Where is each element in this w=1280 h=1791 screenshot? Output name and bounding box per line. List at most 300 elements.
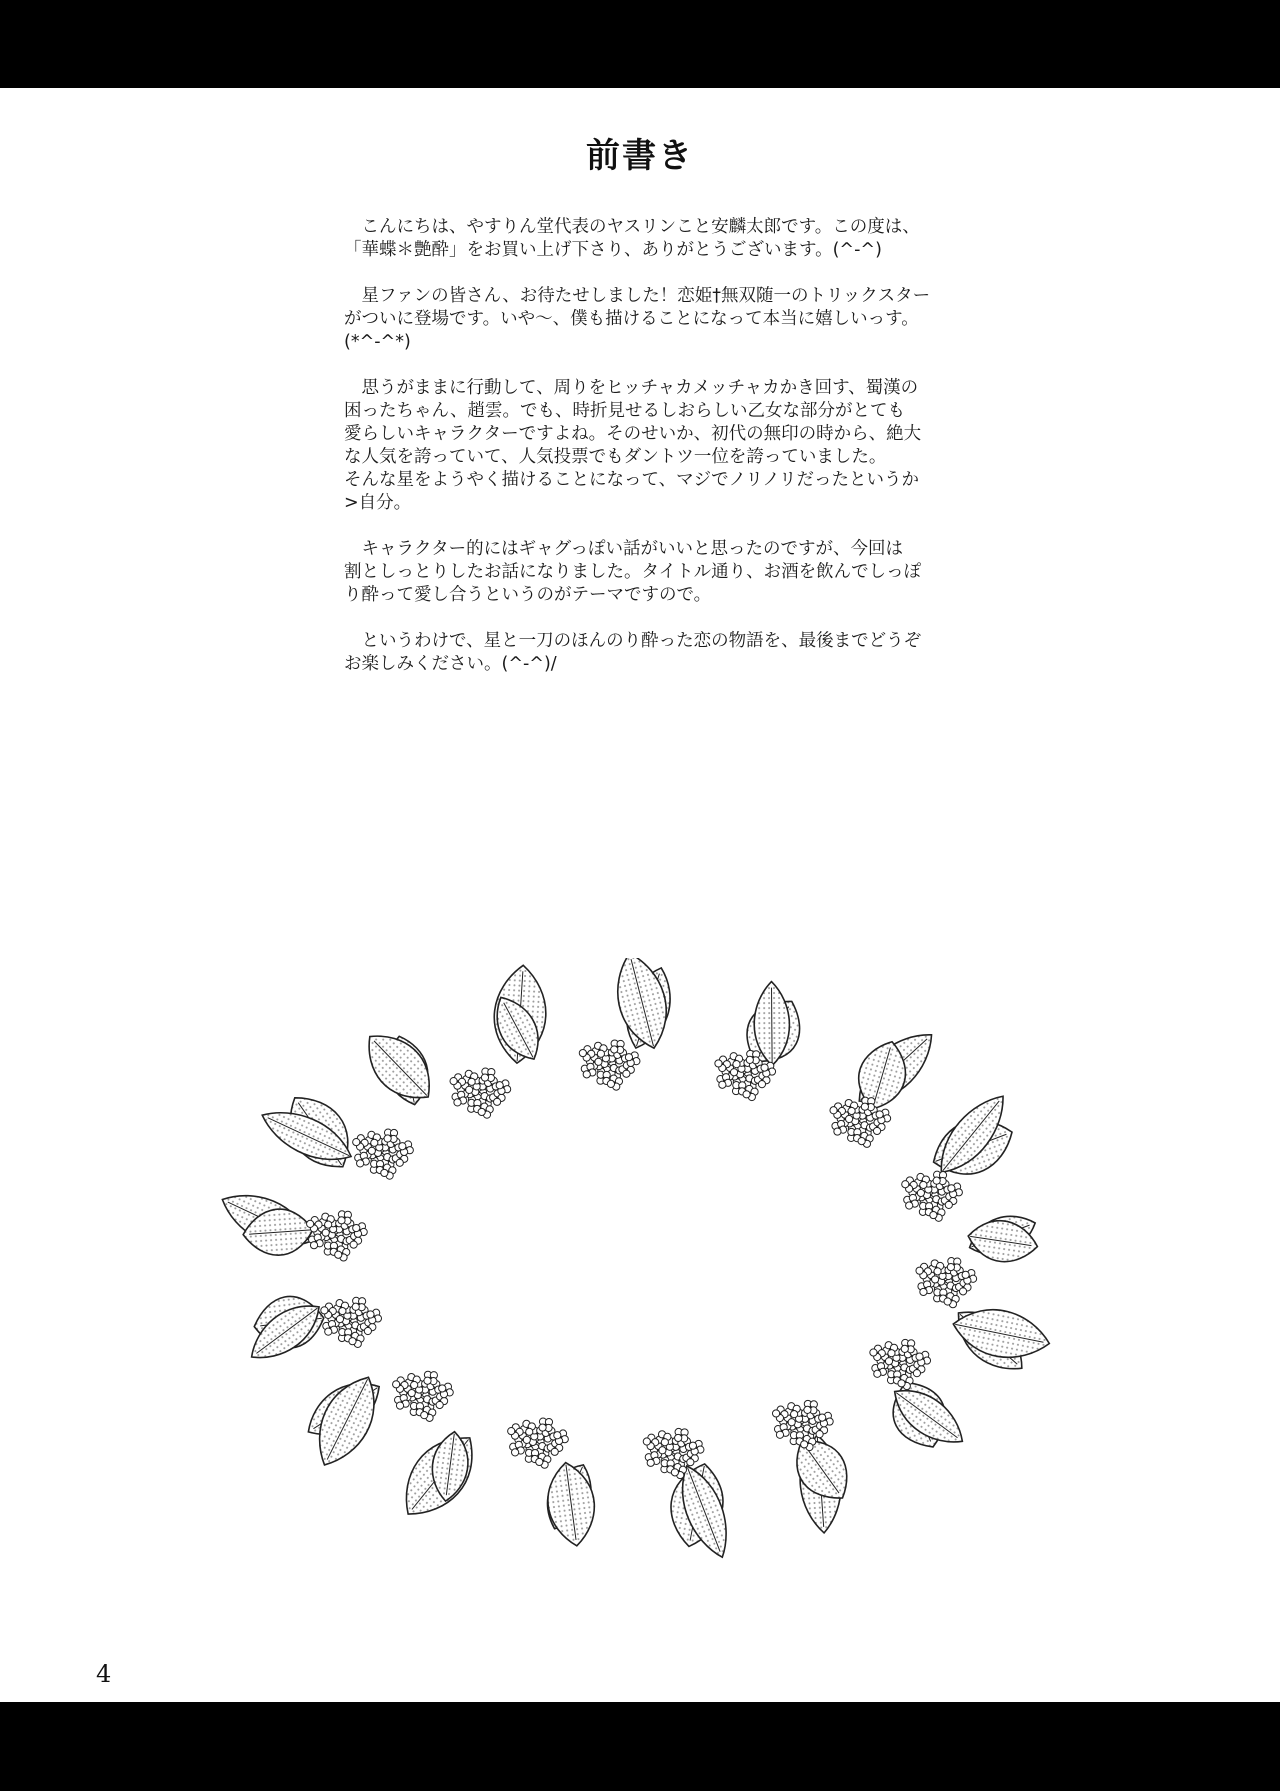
- floret-center: [864, 1139, 866, 1141]
- floret-center: [326, 1219, 328, 1221]
- floret-petal: [848, 1107, 855, 1114]
- floret-petal: [715, 1060, 722, 1067]
- floret-petal: [791, 1411, 798, 1418]
- floret-center: [427, 1413, 429, 1415]
- floret-center: [587, 1069, 589, 1071]
- floret: [962, 1269, 977, 1284]
- floret-center: [853, 1134, 855, 1136]
- floret-petal: [934, 1268, 941, 1275]
- floret-center: [837, 1109, 839, 1111]
- floret: [353, 1223, 368, 1238]
- floret-center: [361, 1158, 363, 1160]
- text-line: 星ファンの皆さん、お待たせしました！恋姫†無双随一のトリックスター: [344, 286, 931, 306]
- floret: [352, 1297, 366, 1311]
- floret-petal: [625, 1054, 632, 1061]
- floret-center: [344, 1334, 346, 1336]
- floret-center: [341, 1242, 343, 1244]
- text-line: 「華蝶＊艶酔」をお買い上げ下さり、ありがとうございます。(^-^): [344, 240, 882, 260]
- floret-center: [478, 1082, 480, 1084]
- floret-petal: [322, 1229, 329, 1236]
- floret-center: [954, 1189, 956, 1191]
- floret-petal: [353, 1138, 360, 1145]
- floret: [918, 1281, 933, 1296]
- floret: [872, 1363, 887, 1378]
- flower-cluster: [321, 1297, 382, 1347]
- floret-center: [779, 1413, 781, 1415]
- floret-petal: [536, 1458, 543, 1465]
- floret-petal: [888, 1350, 895, 1357]
- floret-petal: [508, 1428, 515, 1435]
- floret-center: [347, 1226, 349, 1228]
- floret-center: [657, 1449, 659, 1451]
- floret-center: [315, 1240, 317, 1242]
- floret-center: [957, 1273, 959, 1275]
- floret: [876, 1109, 891, 1124]
- floret-center: [915, 1192, 917, 1194]
- floret: [338, 1211, 352, 1225]
- floret: [645, 1452, 660, 1467]
- floret-petal: [450, 1078, 457, 1085]
- floret-petal: [523, 1436, 530, 1443]
- floret-center: [625, 1068, 627, 1070]
- floret: [625, 1052, 640, 1067]
- floret-petal: [336, 1316, 343, 1323]
- floret-petal: [916, 1267, 923, 1274]
- floret-center: [723, 1080, 725, 1082]
- text-line: 割としっとりしたお話になりました。タイトル通り、お酒を飲んでしっぽ: [344, 562, 922, 582]
- floret-petal: [353, 1224, 360, 1231]
- floret-petal: [930, 1211, 937, 1218]
- floret: [355, 1152, 370, 1167]
- floret-petal: [526, 1428, 533, 1435]
- floret-center: [678, 1470, 680, 1472]
- floret-petal: [819, 1414, 826, 1421]
- floret-center: [938, 1284, 940, 1286]
- floret-petal: [399, 1143, 406, 1150]
- floret-petal: [906, 1202, 913, 1209]
- floret-center: [329, 1327, 331, 1329]
- floret-center: [484, 1109, 486, 1111]
- floret-center: [469, 1077, 471, 1079]
- text-line: 困ったちゃん、趙雲。でも、時折見せるしおらしい乙女な部分がとても: [344, 401, 906, 421]
- text-line: お楽しみください。(^-^)/: [344, 654, 557, 674]
- floret-center: [429, 1377, 431, 1379]
- floret-petal: [371, 1139, 378, 1146]
- floret-petal: [758, 1081, 765, 1088]
- floret-center: [680, 1434, 682, 1436]
- floret-center: [924, 1287, 926, 1289]
- text-line: な人気を誇っていて、人気投票でもダントツ一位を誇っていました。: [344, 447, 887, 467]
- floret-petal: [554, 1432, 561, 1439]
- text-line: キャラクター的にはギャグっぽい話がいいと思ったのですが、今回は: [344, 539, 903, 559]
- floret-petal: [381, 1169, 388, 1176]
- floret: [581, 1063, 596, 1078]
- floret-center: [341, 1252, 343, 1254]
- floret-center: [942, 1187, 944, 1189]
- floret-center: [749, 1092, 751, 1094]
- floret-center: [858, 1111, 860, 1113]
- floret: [554, 1430, 569, 1445]
- floret-petal: [920, 1181, 927, 1188]
- flower-cluster: [902, 1171, 963, 1221]
- floret-petal: [719, 1081, 726, 1088]
- floret-petal: [335, 1251, 342, 1258]
- floret: [611, 1040, 625, 1054]
- floret-petal: [595, 1058, 602, 1065]
- floret-center: [809, 1406, 811, 1408]
- floret-center: [359, 1141, 361, 1143]
- floret-center: [593, 1060, 595, 1062]
- floret-petal: [643, 1438, 650, 1445]
- floret-petal: [944, 1298, 951, 1305]
- floret-petal: [579, 1049, 586, 1056]
- floret-petal: [920, 1288, 927, 1295]
- floret-center: [502, 1086, 504, 1088]
- floret-center: [937, 1202, 939, 1204]
- floret-center: [923, 1270, 925, 1272]
- floret-center: [908, 1183, 910, 1185]
- text-line: こんにちは、やすりん堂代表のヤスリンこと安麟太郎です。この度は、: [344, 217, 920, 237]
- floret-center: [415, 1398, 417, 1400]
- floret-center: [620, 1055, 622, 1057]
- floret-center: [882, 1115, 884, 1117]
- floret-center: [427, 1402, 429, 1404]
- floret-center: [953, 1263, 955, 1265]
- floret-petal: [687, 1459, 694, 1466]
- leaf: [949, 1301, 1054, 1366]
- floret-center: [421, 1385, 423, 1387]
- floret-center: [586, 1052, 588, 1054]
- floret-petal: [876, 1111, 883, 1118]
- floret-petal: [350, 1241, 357, 1248]
- floret-center: [598, 1049, 600, 1051]
- floret: [367, 1309, 382, 1324]
- text-line: というわけで、星と一刀のほんのり酔った恋の物語を、最後までどうぞ: [344, 631, 922, 651]
- floret-center: [876, 1352, 878, 1354]
- floret-center: [353, 1239, 355, 1241]
- floret-petal: [846, 1115, 853, 1122]
- floret-center: [684, 1444, 686, 1446]
- floret-center: [367, 1326, 369, 1328]
- floret: [452, 1091, 467, 1106]
- flower-cluster: [870, 1339, 931, 1389]
- floret-center: [545, 1424, 547, 1426]
- floret: [901, 1339, 915, 1353]
- floret-petal: [310, 1242, 317, 1249]
- floret-center: [729, 1071, 731, 1073]
- floret-center: [542, 1459, 544, 1461]
- floret-center: [458, 1097, 460, 1099]
- floret-center: [485, 1099, 487, 1101]
- floret-center: [796, 1437, 798, 1439]
- floret-center: [944, 1272, 946, 1274]
- floret-center: [602, 1077, 604, 1079]
- floret-center: [399, 1383, 401, 1385]
- floret-center: [825, 1418, 827, 1420]
- floret-center: [473, 1105, 475, 1107]
- floret-center: [921, 1180, 923, 1182]
- floret-center: [761, 1079, 763, 1081]
- floret-petal: [916, 1353, 923, 1360]
- paragraph-announcement: [344, 285, 1004, 354]
- paragraph-greeting: [344, 216, 1004, 262]
- paragraph-closing: [344, 630, 1004, 676]
- floret-center: [792, 1409, 794, 1411]
- floret-center: [819, 1429, 821, 1431]
- floret-petal: [945, 1201, 952, 1208]
- floret-petal: [689, 1442, 696, 1449]
- floret-center: [375, 1156, 377, 1158]
- floret-center: [631, 1058, 633, 1060]
- floret-petal: [367, 1311, 374, 1318]
- floret-center: [695, 1446, 697, 1448]
- floret: [496, 1080, 511, 1095]
- floret-petal: [478, 1108, 485, 1115]
- floret-center: [543, 1449, 545, 1451]
- floret: [384, 1129, 398, 1143]
- floret-petal: [830, 1107, 837, 1114]
- floret-petal: [321, 1307, 328, 1314]
- floret-petal: [339, 1307, 346, 1314]
- floret-petal: [439, 1385, 446, 1392]
- floret: [947, 1258, 961, 1272]
- floret-petal: [597, 1050, 604, 1057]
- floret-center: [968, 1276, 970, 1278]
- floret: [689, 1440, 704, 1455]
- floret-center: [781, 1430, 783, 1432]
- floret-center: [905, 1370, 907, 1372]
- flower-cluster: [450, 1068, 511, 1118]
- floret: [481, 1068, 495, 1082]
- floret-petal: [512, 1449, 519, 1456]
- floret-center: [907, 1345, 909, 1347]
- floret-petal: [816, 1431, 823, 1438]
- floret-petal: [411, 1381, 418, 1388]
- floret-petal: [801, 1441, 808, 1448]
- floret-center: [487, 1074, 489, 1076]
- floret-center: [356, 1328, 358, 1330]
- floret-center: [614, 1071, 616, 1073]
- floret-center: [329, 1237, 331, 1239]
- floret-center: [464, 1089, 466, 1091]
- floret-center: [911, 1355, 913, 1357]
- floret-center: [616, 1046, 618, 1048]
- floret-center: [904, 1381, 906, 1383]
- floret-petal: [671, 1469, 678, 1476]
- floret-petal: [932, 1276, 939, 1283]
- floret-center: [922, 1357, 924, 1359]
- floret-petal: [364, 1327, 371, 1334]
- floret-center: [750, 1081, 752, 1083]
- floret: [761, 1062, 776, 1077]
- paragraph-character: [344, 377, 1004, 515]
- floret: [439, 1383, 454, 1398]
- floret-petal: [468, 1078, 475, 1085]
- floret-petal: [393, 1381, 400, 1388]
- document-page: [0, 88, 1280, 1702]
- floret: [904, 1194, 919, 1209]
- floret-center: [962, 1286, 964, 1288]
- text-line: 愛らしいキャラクターですよね。そのせいか、初代の無印の時から、絶大: [344, 424, 922, 444]
- flower-cluster: [393, 1371, 454, 1421]
- floret: [539, 1418, 553, 1432]
- floret-center: [343, 1324, 345, 1326]
- floret-center: [898, 1354, 900, 1356]
- floret-center: [390, 1135, 392, 1137]
- floret-center: [335, 1318, 337, 1320]
- floret-petal: [368, 1147, 375, 1154]
- floret-petal: [917, 1189, 924, 1196]
- floret-center: [813, 1416, 815, 1418]
- floret: [675, 1428, 689, 1442]
- floret-center: [795, 1427, 797, 1429]
- floret: [510, 1441, 525, 1456]
- text-line: がついに登場です。いや～、僕も描けることになって本当に嬉しいっす。: [344, 309, 919, 329]
- floret-petal: [421, 1412, 428, 1419]
- floret-center: [662, 1437, 664, 1439]
- floret: [948, 1183, 963, 1198]
- floret-center: [614, 1081, 616, 1083]
- floret-center: [531, 1455, 533, 1457]
- floret-center: [355, 1339, 357, 1341]
- floret-petal: [583, 1071, 590, 1078]
- floret: [717, 1074, 732, 1089]
- floret-center: [650, 1441, 652, 1443]
- floret-petal: [788, 1419, 795, 1426]
- floret-center: [527, 1427, 529, 1429]
- floret-center: [910, 1201, 912, 1203]
- page-title: 前書き: [586, 136, 694, 176]
- floret-center: [330, 1247, 332, 1249]
- floret-center: [381, 1143, 383, 1145]
- floret-center: [756, 1066, 758, 1068]
- floret-petal: [948, 1185, 955, 1192]
- floret-center: [372, 1138, 374, 1140]
- floret-center: [393, 1144, 395, 1146]
- floret-center: [412, 1380, 414, 1382]
- floret-petal: [436, 1401, 443, 1408]
- floret-petal: [551, 1448, 558, 1455]
- floret-center: [496, 1096, 498, 1098]
- floret-center: [930, 1185, 932, 1187]
- floret-petal: [659, 1447, 666, 1454]
- floret: [395, 1394, 410, 1409]
- floret-center: [889, 1348, 891, 1350]
- floret-petal: [623, 1070, 630, 1077]
- floret-center: [530, 1445, 532, 1447]
- floret-petal: [902, 1181, 909, 1188]
- floret-center: [651, 1458, 653, 1460]
- floret-center: [678, 1459, 680, 1461]
- text-line: り酔って愛し合うというのがテーマですので。: [344, 585, 712, 605]
- floret-center: [521, 1439, 523, 1441]
- floret-center: [401, 1401, 403, 1403]
- text-line: (*^-^*): [344, 332, 411, 352]
- floret-petal: [898, 1380, 905, 1387]
- floret-petal: [761, 1064, 768, 1071]
- floret-center: [602, 1067, 604, 1069]
- floret-petal: [834, 1128, 841, 1135]
- floret-petal: [496, 1082, 503, 1089]
- floret-center: [939, 1177, 941, 1179]
- floret-center: [807, 1442, 809, 1444]
- floret-center: [560, 1436, 562, 1438]
- floret-center: [916, 1368, 918, 1370]
- floret-center: [786, 1421, 788, 1423]
- floret-center: [457, 1080, 459, 1082]
- floret-petal: [396, 1159, 403, 1166]
- floret-center: [406, 1392, 408, 1394]
- flower-cluster: [579, 1040, 640, 1090]
- floret-center: [405, 1147, 407, 1149]
- floret: [916, 1351, 931, 1366]
- floret-center: [737, 1077, 739, 1079]
- leaf: [607, 958, 676, 1054]
- floret-center: [516, 1447, 518, 1449]
- text-line: そんな星をようやく描けることになって、マジでノリノリだったというか: [344, 470, 920, 490]
- floret-petal: [885, 1358, 892, 1365]
- paragraph-story: [344, 538, 1004, 607]
- floret-center: [548, 1433, 550, 1435]
- flower-cluster: [307, 1211, 368, 1261]
- floret-center: [892, 1366, 894, 1368]
- floret-petal: [730, 1069, 737, 1076]
- floret-center: [801, 1415, 803, 1417]
- floret-petal: [396, 1402, 403, 1409]
- floret-center: [320, 1231, 322, 1233]
- floret-center: [373, 1315, 375, 1317]
- floret-center: [472, 1095, 474, 1097]
- floret-center: [536, 1432, 538, 1434]
- flower-cluster: [916, 1258, 977, 1308]
- floret-petal: [357, 1160, 364, 1167]
- floret-center: [950, 1299, 952, 1301]
- floret-center: [359, 1229, 361, 1231]
- floret-petal: [870, 1349, 877, 1356]
- floret-petal: [307, 1220, 314, 1227]
- floret-center: [689, 1457, 691, 1459]
- floret-center: [721, 1063, 723, 1065]
- preface-body: [344, 216, 1004, 699]
- floret-center: [752, 1056, 754, 1058]
- floret-center: [807, 1431, 809, 1433]
- floret-center: [939, 1294, 941, 1296]
- floret-center: [666, 1465, 668, 1467]
- floret-center: [327, 1310, 329, 1312]
- flower-cluster: [353, 1129, 414, 1179]
- floret-petal: [454, 1099, 461, 1106]
- floret-center: [514, 1430, 516, 1432]
- floret-center: [362, 1313, 364, 1315]
- floret-center: [884, 1360, 886, 1362]
- floret-center: [343, 1216, 345, 1218]
- floret-center: [433, 1387, 435, 1389]
- leaf-vein: [772, 988, 773, 1064]
- floret-center: [376, 1166, 378, 1168]
- floret-petal: [962, 1271, 969, 1278]
- floret-petal: [607, 1080, 614, 1087]
- floret-petal: [661, 1439, 668, 1446]
- text-line: 思うがままに行動して、周りをヒッチャカメッチャカかき回す、蜀漢の: [344, 378, 919, 398]
- floret-center: [925, 1208, 927, 1210]
- floret-center: [878, 1369, 880, 1371]
- floret-center: [349, 1311, 351, 1313]
- floret: [819, 1412, 834, 1427]
- floret-center: [867, 1103, 869, 1105]
- floret-center: [849, 1106, 851, 1108]
- floret-center: [666, 1455, 668, 1457]
- floret-center: [387, 1170, 389, 1172]
